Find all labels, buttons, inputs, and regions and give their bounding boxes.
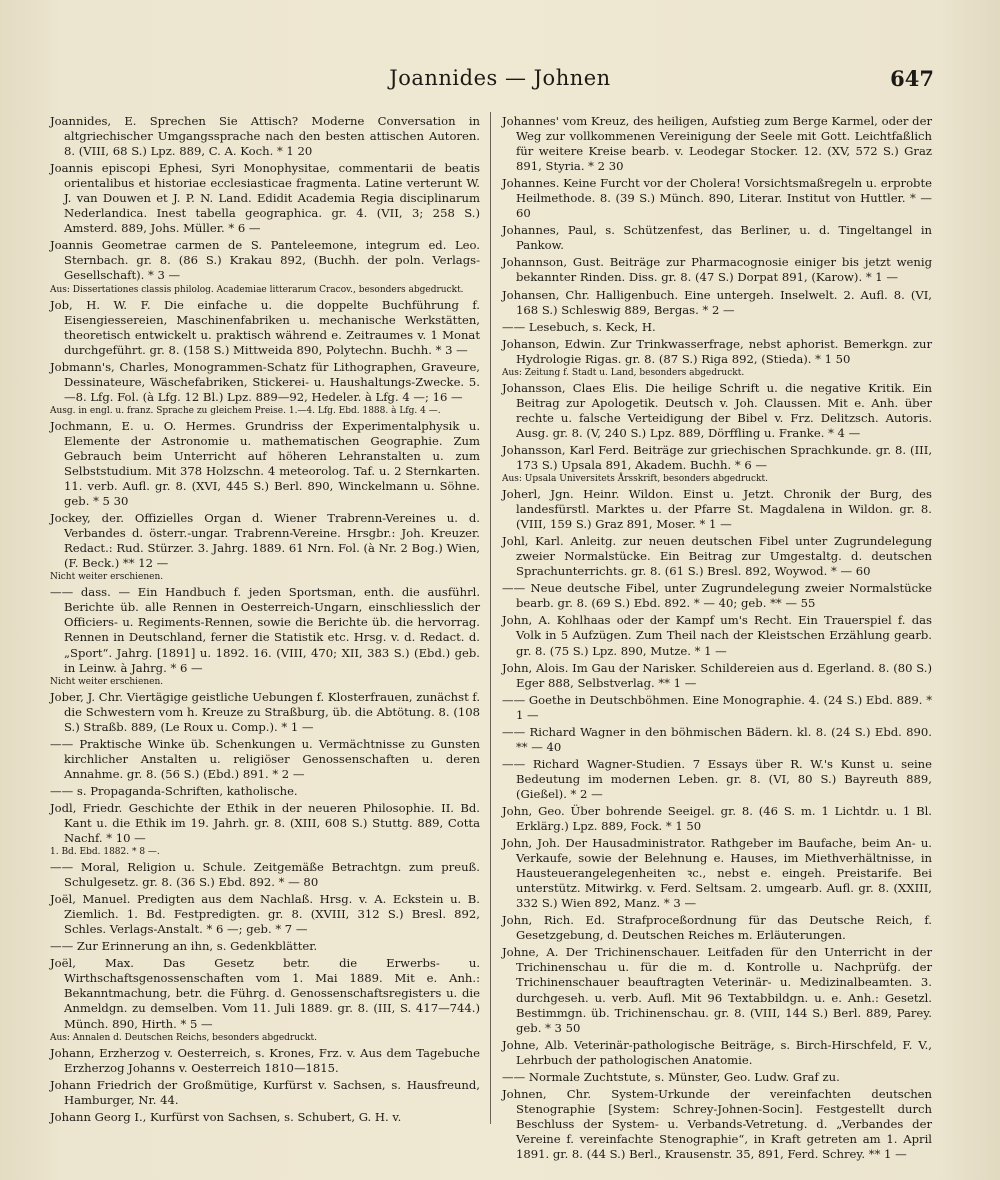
bibliography-entry: Jodl, Friedr. Geschichte der Ethik in der neueren Philosophie. II. Bd. Kant u. die Ethik im 19. Jahrh. gr. 8. (XIII, 608 S.) Stuttg. 889, Cotta Nachf. * 10 — xyxy=(50,800,480,846)
bibliography-entry: —— Zur Erinnerung an ihn, s. Gedenkblätter. xyxy=(50,939,318,954)
entry-note: Ausg. in engl. u. franz. Sprache zu gleichem Preise. 1.—4. Lfg. Ebd. 1888. à Lfg. 4 —. xyxy=(50,405,441,416)
bibliography-entry: Johann Friedrich der Großmütige, Kurfürst v. Sachsen, s. Hausfreund, Hamburger, Nr. 44. xyxy=(50,1077,480,1107)
bibliography-entry: Joël, Manuel. Predigten aus dem Nachlaß. Hrsg. v. A. Eckstein u. B. Ziemlich. 1. Bd. Festpredigten. gr. 8. (XVIII, 312 S.) Bresl. 892, Schles. Verlags-Anstalt. * 6 —; geb. * 7 — xyxy=(50,892,480,937)
left-column xyxy=(50,114,480,1124)
bibliography-entry: Joannides, E. Sprechen Sie Attisch? Moderne Conversation in altgriechischer Umgangssprache nach den besten attischen Autoren. 8. (VIII, 68 S.) Lpz. 889, C. A. Koch. * 1 20 xyxy=(50,114,480,159)
running-head xyxy=(0,66,1000,100)
bibliography-entry: John, Alois. Im Gau der Narisker. Schildereien aus d. Egerland. 8. (80 S.) Eger 888, Selbstverlag. ** 1 — xyxy=(502,660,932,690)
entry-note: 1. Bd. Ebd. 1882. * 8 —. xyxy=(50,847,160,858)
bibliography-entry: Jobmann's, Charles, Monogrammen-Schatz für Lithographen, Graveure, Dessinateure, Wäschefabriken, Stickerei- u. Haushaltungs-Zwecke. 5.—8. Lfg. Fol. (à Lfg. 12 Bl.) Lpz. 889—92, Hedeler. à Lfg. 4 —; 16 — xyxy=(50,359,480,404)
bibliography-entry: —— Neue deutsche Fibel, unter Zugrundelegung zweier Normalstücke bearb. gr. 8. (69 S.) Ebd. 892. * — 40; geb. ** — 55 xyxy=(502,581,932,611)
bibliography-entry: John, A. Kohlhaas oder der Kampf um's Recht. Ein Trauerspiel f. das Volk in 5 Aufzügen. Zum Theil nach der Kleistschen Erzählung gearb. gr. 8. (75 S.) Lpz. 890, Mutze. * 1 — xyxy=(502,613,932,658)
bibliography-entry: —— Richard Wagner in den böhmischen Bädern. kl. 8. (24 S.) Ebd. 890. ** — 40 xyxy=(502,724,932,754)
bibliography-entry: John, Rich. Ed. Strafproceßordnung für das Deutsche Reich, f. Gesetzgebung, d. Deutschen Reiches m. Erläuterungen. xyxy=(502,913,932,943)
bibliography-entry: Joannis Geometrae carmen de S. Panteleemone, integrum ed. Leo. Sternbach. gr. 8. (86 S.) Krakau 892, (Buchh. der poln. Verlags-Gesellschaft). * 3 — xyxy=(50,238,480,283)
entry-note: Aus: Upsala Universitets Årsskrift, besonders abgedruckt. xyxy=(502,474,768,485)
bibliography-entry: John, Joh. Der Hausadministrator. Rathgeber im Baufache, beim An- u. Verkaufe, sowie der Belehnung e. Hauses, im Miethverhältnisse, in Hausteuerangelegenheiten ꝛc., nebst e. eingeh. Preistarife. Bei unterstütz. Mitwirkg. v. Ferd. Seltsam. 2. umgearb. Aufl. gr. 8. (XXIII, 332 S.) Wien 892, Manz. * 3 — xyxy=(502,836,932,911)
bibliography-entry: Johne, A. Der Trichinenschauer. Leitfaden für den Unterricht in der Trichinenschau u. für die m. d. Kontrolle u. Nachprüfg. der Trichinenschauer beauftragten Veterinär- u. Medizinalbeamten. 3. durchgeseh. u. verb. Aufl. Mit 96 Textabbildgn. u. e. Anh.: Gesetzl. Bestimmgn. üb. Trichinenschau. gr. 8. (VIII, 144 S.) Berl. 889, Parey. geb. * 3 50 xyxy=(502,945,932,1035)
bibliography-entry: Joherl, Jgn. Heinr. Wildon. Einst u. Jetzt. Chronik der Burg, des landesfürstl. Marktes u. der Pfarre St. Magdalena in Wildon. gr. 8. (VIII, 159 S.) Graz 891, Moser. * 1 — xyxy=(502,487,932,532)
running-title: Joannides — Johnen xyxy=(389,66,611,90)
bibliography-entry: Jochmann, E. u. O. Hermes. Grundriss der Experimentalphysik u. Elemente der Astronomie u. mathematischen Geographie. Zum Gebrauch beim Unterricht auf höheren Lehranstalten u. zum Selbststudium. Mit 378 Holzschn. 4 meteorolog. Taf. u. 2 Sternkarten. 11. verb. Aufl. gr. 8. (XVI, 445 S.) Berl. 890, Winckelmann u. Söhne. geb. * 5 30 xyxy=(50,418,480,509)
column-divider xyxy=(490,112,491,1124)
bibliography-entry: Johannes' vom Kreuz, des heiligen, Aufstieg zum Berge Karmel, oder der Weg zur vollkommenen Vereinigung der Seele mit Gott. Leichtfaßlich für weitere Kreise bearb. v. Leodegar Stocker. 12. (XV, 572 S.) Graz 891, Styria. * 2 30 xyxy=(502,114,932,174)
entry-note: Aus: Annalen d. Deutschen Reichs, besonders abgedruckt. xyxy=(50,1032,317,1043)
entry-note: Nicht weiter erschienen. xyxy=(50,676,164,687)
bibliography-entry: Job, H. W. F. Die einfache u. die doppelte Buchführung f. Eisengiessereien, Maschinenfabriken u. mechanische Werkstätten, theoretisch entwickelt u. praktisch während e. Zeitraumes v. 1 Monat durchgeführt. gr. 8. (158 S.) Mittweida 890, Polytechn. Buchh. * 3 — xyxy=(50,297,480,357)
bibliography-entry: Johnen, Chr. System-Urkunde der vereinfachten deutschen Stenographie [System: Schrey-Johnen-Socin]. Festgestellt durch Beschluss der System- u. Verbands-Vetretung. d. „Verbandes der Vereine f. vereinfachte Stenographie“, in Kraft getreten am 1. April 1891. gr. 8. (44 S.) Berl., Krausenstr. 35, 891, Ferd. Schrey. ** 1 — xyxy=(502,1086,932,1161)
page-number: 647 xyxy=(890,66,934,91)
bibliography-entry: —— Lesebuch, s. Keck, H. xyxy=(502,319,656,334)
bibliography-entry: —— Richard Wagner-Studien. 7 Essays über R. W.'s Kunst u. seine Bedeutung im modernen Leben. gr. 8. (VI, 80 S.) Bayreuth 889, (Gießel). * 2 — xyxy=(502,756,932,801)
entry-note: Aus: Zeitung f. Stadt u. Land, besonders abgedruckt. xyxy=(502,367,745,378)
bibliography-entry: Johl, Karl. Anleitg. zur neuen deutschen Fibel unter Zugrundelegung zweier Normalstücke. Ein Beitrag zur Umgestaltg. d. deutschen Sprachunterrichts. gr. 8. (61 S.) Bresl. 892, Woywod. * — 60 xyxy=(502,534,932,579)
bibliography-entry: Johne, Alb. Veterinär-pathologische Beiträge, s. Birch-Hirschfeld, F. V., Lehrbuch der pathologischen Anatomie. xyxy=(502,1037,932,1067)
bibliography-entry: —— Goethe in Deutschböhmen. Eine Monographie. 4. (24 S.) Ebd. 889. * 1 — xyxy=(502,692,932,722)
bibliography-entry: —— Praktische Winke üb. Schenkungen u. Vermächtnisse zu Gunsten kirchlicher Anstalten u. religiöser Genossenschaften u. deren Annahme. gr. 8. (56 S.) (Ebd.) 891. * 2 — xyxy=(50,736,480,781)
bibliography-entry: Jockey, der. Offizielles Organ d. Wiener Trabrenn-Vereines u. d. Verbandes d. österr.-ungar. Trabrenn-Vereine. Hrsgbr.: Joh. Kreuzer. Redact.: Rud. Stürzer. 3. Jahrg. 1889. 61 Nrn. Fol. (à Nr. 2 Bog.) Wien, (F. Beck.) ** 12 — xyxy=(50,511,480,571)
bibliography-entry: Johann, Erzherzog v. Oesterreich, s. Krones, Frz. v. Aus dem Tagebuche Erzherzog Johanns v. Oesterreich 1810—1815. xyxy=(50,1045,480,1075)
bibliography-entry: John, Geo. Über bohrende Seeigel. gr. 8. (46 S. m. 1 Lichtdr. u. 1 Bl. Erklärg.) Lpz. 889, Fock. * 1 50 xyxy=(502,803,932,834)
bibliography-entry: Johanson, Edwin. Zur Trinkwasserfrage, nebst aphorist. Bemerkgn. zur Hydrologie Rigas. gr. 8. (87 S.) Riga 892, (Stieda). * 1 50 xyxy=(502,336,932,366)
bibliography-entry: Johansson, Claes Elis. Die heilige Schrift u. die negative Kritik. Ein Beitrag zur Apologetik. Deutsch v. Joh. Claussen. Mit e. Anh. über rechte u. falsche Verteidigung der Bibel v. Frz. Delitzsch. Autoris. Ausg. gr. 8. (V, 240 S.) Lpz. 889, Dörffling u. Franke. * 4 — xyxy=(502,380,932,440)
right-column xyxy=(502,114,932,1161)
bibliography-entry: Johannes. Keine Furcht vor der Cholera! Vorsichtsmaßregeln u. erprobte Heilmethode. 8. (39 S.) Münch. 890, Literar. Institut von Huttler. * — 60 xyxy=(502,176,932,221)
bibliography-entry: Johansson, Karl Ferd. Beiträge zur griechischen Sprachkunde. gr. 8. (III, 173 S.) Upsala 891, Akadem. Buchh. * 6 — xyxy=(502,442,932,472)
bibliography-entry: Jober, J. Chr. Viertägige geistliche Uebungen f. Klosterfrauen, zunächst f. die Schwestern vom h. Kreuze zu Straßburg, üb. die Abtötung. 8. (108 S.) Straßb. 889, (Le Roux u. Comp.). * 1 — xyxy=(50,689,480,734)
bibliography-entry: Johannes, Paul, s. Schützenfest, das Berliner, u. d. Tingeltangel in Pankow. xyxy=(502,223,932,253)
bibliography-entry: Johann Georg I., Kurfürst von Sachsen, s. Schubert, G. H. v. xyxy=(50,1109,402,1124)
bibliography-entry: Johannson, Gust. Beiträge zur Pharmacognosie einiger bis jetzt wenig bekannter Rinden. Diss. gr. 8. (47 S.) Dorpat 891, (Karow). * 1 — xyxy=(502,255,932,285)
entry-note: Nicht weiter erschienen. xyxy=(50,572,164,583)
bibliography-entry: Johansen, Chr. Halligenbuch. Eine untergeh. Inselwelt. 2. Aufl. 8. (VI, 168 S.) Schleswig 889, Bergas. * 2 — xyxy=(502,287,932,317)
bibliography-entry: —— dass. — Ein Handbuch f. jeden Sportsman, enth. die ausführl. Berichte üb. alle Rennen in Oesterreich-Ungarn, einschliesslich der Officiers- u. Regiments-Rennen, sowie die Berichte üb. die hervorrag. Rennen in Deutschland, ferner die Statistik etc. Hrsg. v. d. Redact. d. „Sport“. Jahrg. [1891] u. 1892. 16. (VIII, 470; XII, 383 S.) (Ebd.) geb. in Leinw. à Jahrg. * 6 — xyxy=(50,585,480,675)
entry-note: Aus: Dissertationes classis philolog. Academiae litterarum Cracov., besonders abgedruckt. xyxy=(50,284,464,295)
bibliography-entry: Joannis episcopi Ephesi, Syri Monophysitae, commentarii de beatis orientalibus et historiae ecclesiasticae fragmenta. Latine verterunt W. J. van Douwen et J. P. N. Land. Edidit Academia Regia disciplinarum Nederlandica. Inest tabella geographica. gr. 4. (VII, 3; 258 S.) Amsterd. 889, Johs. Müller. * 6 — xyxy=(50,161,480,236)
bibliography-entry: —— Moral, Religion u. Schule. Zeitgemäße Betrachtgn. zum preuß. Schulgesetz. gr. 8. (36 S.) Ebd. 892. * — 80 xyxy=(50,860,480,890)
bibliography-entry: Joël, Max. Das Gesetz betr. die Erwerbs- u. Wirthschaftsgenossenschaften vom 1. Mai 1889. Mit e. Anh.: Bekanntmachung, betr. die Führg. d. Genossenschaftsregisters u. die Anmeldgn. zu demselben. Vom 11. Juli 1889. gr. 8. (III, S. 417—744.) Münch. 890, Hirth. * 5 — xyxy=(50,956,480,1031)
bibliography-entry: —— s. Propaganda-Schriften, katholische. xyxy=(50,783,298,798)
bibliography-entry: —— Normale Zuchtstute, s. Münster, Geo. Ludw. Graf zu. xyxy=(502,1069,840,1084)
